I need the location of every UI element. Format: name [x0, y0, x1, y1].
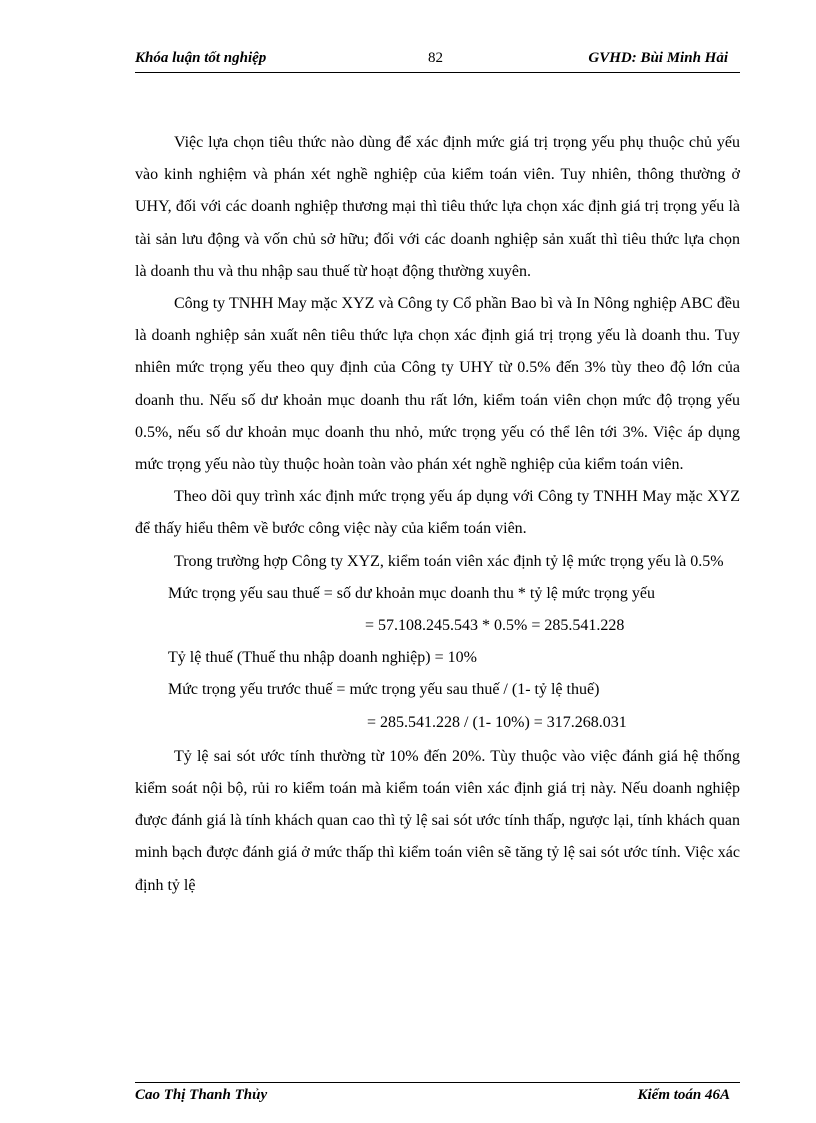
footer-author: Cao Thị Thanh Thủy [135, 1087, 268, 1103]
page-body [135, 127, 740, 902]
paragraph-error-rate: Tỷ lệ sai sót ước tính thường từ 10% đến 20%. Tùy thuộc vào việc đánh giá hệ thống kiểm soát nội bộ, rủi ro kiểm toán mà kiểm toán viên xác định giá trị này. Nếu doanh nghiệp được đánh giá là tính khách quan cao thì tỷ lệ sai sót ước tính thấp, ngược lại, tính khách quan minh bạch được đánh giá ở mức thấp thì kiểm toán viên sẽ tăng tỷ lệ sai sót ước tính. Việc xác định tỷ lệ [135, 747, 740, 894]
formula-before-tax-result: = 285.541.228 / (1- 10%) = 317.268.031 [367, 713, 627, 731]
paragraph-criteria-selection: Việc lựa chọn tiêu thức nào dùng để xác định mức giá trị trọng yếu phụ thuộc chủ yếu vào kinh nghiệm và phán xét nghề nghiệp của kiểm toán viên. Tuy nhiên, thông thường ở UHY, đối với các doanh nghiệp thương mại thì tiêu thức lựa chọn xác định giá trị trọng yếu là tài sản lưu động và vốn chủ sở hữu; đối với các doanh nghiệp sản xuất thì tiêu thức lựa chọn là doanh thu và thu nhập sau thuế từ hoạt động thường xuyên. [135, 134, 740, 280]
formula-before-tax: Mức trọng yếu trước thuế = mức trọng yếu sau thuế / (1- tỷ lệ thuế) [168, 681, 600, 699]
formula-tax-rate: Tỷ lệ thuế (Thuế thu nhập doanh nghiệp) = 10% [168, 649, 477, 667]
page-header [135, 48, 740, 73]
header-thesis-title: Khóa luận tốt nghiệp [135, 50, 267, 66]
formula-after-tax-result: = 57.108.245.543 * 0.5% = 285.541.228 [365, 617, 625, 635]
paragraph-xyz-case: Trong trường hợp Công ty XYZ, kiểm toán viên xác định tỷ lệ mức trọng yếu là 0.5% [174, 552, 724, 570]
formula-after-tax: Mức trọng yếu sau thuế = số dư khoản mục doanh thu * tỷ lệ mức trọng yếu [168, 584, 655, 602]
footer-class: Kiểm toán 46A [637, 1087, 730, 1103]
page-footer [135, 1082, 740, 1107]
page-number: 82 [428, 50, 443, 66]
paragraph-companies: Công ty TNHH May mặc XYZ và Công ty Cổ phần Bao bì và In Nông nghiệp ABC đều là doanh nghiệp sản xuất nên tiêu thức lựa chọn xác định giá trị trọng yếu là doanh thu. Tuy nhiên mức trọng yếu theo quy định của Công ty UHY từ 0.5% đến 3% tùy theo độ lớn của doanh thu. Nếu số dư khoản mục doanh thu rất lớn, kiểm toán viên chọn mức độ trọng yếu 0.5%, nếu số dư khoản mục doanh thu nhỏ, mức trọng yếu có thể lên tới 3%. Việc áp dụng mức trọng yếu nào tùy thuộc hoàn toàn vào phán xét nghề nghiệp của kiểm toán viên. [135, 295, 740, 474]
paragraph-procedure: Theo dõi quy trình xác định mức trọng yếu áp dụng với Công ty TNHH May mặc XYZ để thấy hiểu thêm về bước công việc này của kiểm toán viên. [135, 488, 740, 538]
header-supervisor: GVHD: Bùi Minh Hải [588, 50, 728, 66]
